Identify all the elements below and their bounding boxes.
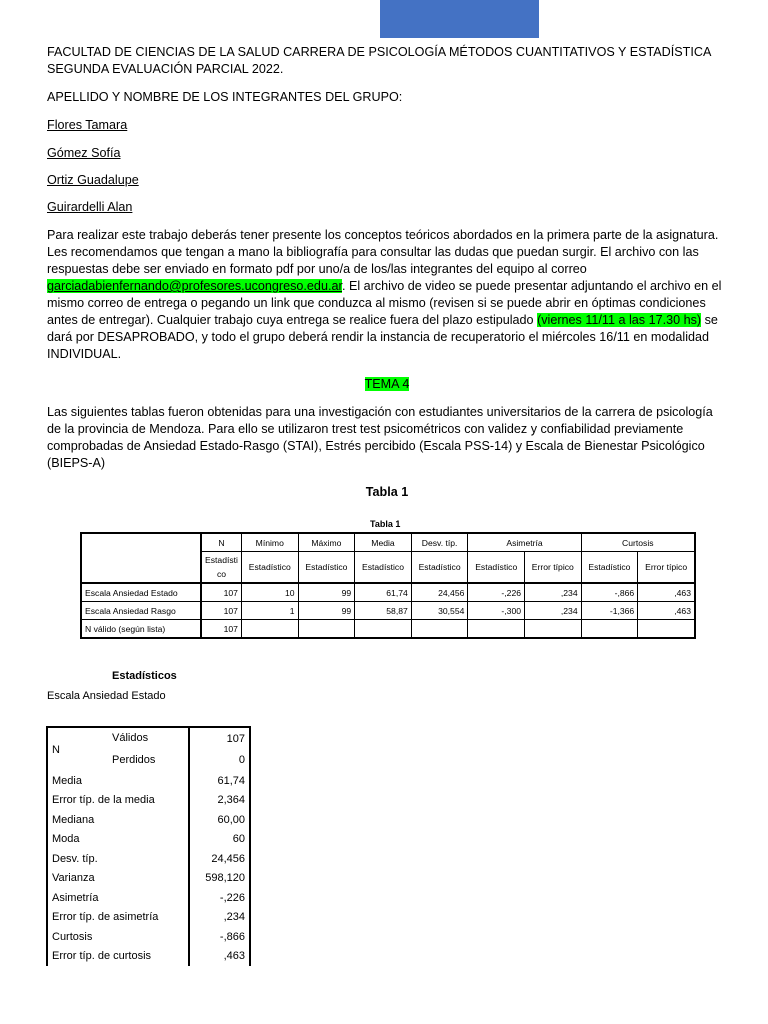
cell: 10: [241, 583, 298, 602]
row-label: Mediana: [52, 813, 95, 826]
cell: [638, 620, 695, 639]
cell: [241, 620, 298, 639]
table-row: [81, 602, 695, 620]
cell: [468, 620, 525, 639]
table-stub: [81, 552, 201, 584]
member-4: Guirardelli Alan: [47, 200, 133, 214]
cell: -,866: [189, 927, 250, 947]
table-row: [47, 908, 250, 928]
cell: -,226: [468, 583, 525, 602]
table-row: [47, 771, 250, 791]
row-label: N válido (según lista): [81, 620, 201, 639]
cell: ,463: [638, 583, 695, 602]
cell: -,226: [189, 888, 250, 908]
cell: 1: [241, 602, 298, 620]
row-label: Media: [52, 774, 82, 787]
instructions-part2: . El archivo de video se puede presentar adjuntando el archivo en el mismo correo de entrega o pegando un link que conduzca al mismo (revisen si se puede abrir en óptimas condiciones antes de entregar). Cualquier trabajo cuya entrega se realice fuera del plazo estipulado: [47, 279, 722, 327]
table-row: [47, 869, 250, 889]
cell: [355, 620, 412, 639]
cell: ,463: [638, 602, 695, 620]
row-label: Error típ. de curtosis: [52, 950, 152, 963]
tema-heading: [47, 376, 727, 393]
tabla1-inner-title: Tabla 1: [370, 519, 401, 529]
subcol-asim-err: Error típico: [525, 552, 582, 584]
row-label: Desv. típ.: [52, 852, 98, 865]
cell: 107: [201, 620, 241, 639]
member-2: Gómez Sofía: [47, 146, 121, 160]
cell: 61,74: [189, 771, 250, 791]
cell: -,866: [581, 583, 638, 602]
subcol-curt-stat: Estadístico: [581, 552, 638, 584]
cell: 99: [298, 602, 355, 620]
table-header-row: [81, 533, 695, 552]
row-label: Asimetría: [52, 891, 99, 904]
perdidos-value: 0: [189, 750, 250, 771]
subcol-max-stat: Estadístico: [298, 552, 355, 584]
perdidos-label: Perdidos: [112, 753, 156, 766]
subcol-media-stat: Estadístico: [355, 552, 412, 584]
subcol-asim-stat: Estadístico: [468, 552, 525, 584]
table-row: [47, 830, 250, 850]
cell: 107: [201, 602, 241, 620]
estadisticos-table: [46, 726, 251, 966]
col-min: Mínimo: [241, 533, 298, 552]
n-label: N: [52, 743, 60, 756]
cell: 60: [189, 830, 250, 850]
cell: ,234: [525, 583, 582, 602]
tabla1-table: [80, 532, 696, 639]
member-3: Ortiz Guadalupe: [47, 173, 139, 187]
cell: [525, 620, 582, 639]
deadline-highlight: (viernes 11/11 a las 17.30 hs): [537, 313, 702, 327]
row-label: Curtosis: [52, 930, 93, 943]
cell: 24,456: [189, 849, 250, 869]
table-row: [47, 927, 250, 947]
tema-label: TEMA 4: [364, 377, 410, 391]
table-row: [47, 849, 250, 869]
member-1: Flores Tamara: [47, 118, 128, 132]
col-media: Media: [355, 533, 412, 552]
table-row: [47, 791, 250, 811]
row-label: Error típ. de la media: [52, 794, 155, 807]
col-desv: Desv. típ.: [411, 533, 468, 552]
validos-label: Válidos: [112, 732, 149, 744]
col-max: Máximo: [298, 533, 355, 552]
email-link[interactable]: garciadabienfernando@profesores.ucongreso.edu.ar: [47, 279, 342, 293]
subcol-min-stat: Estadístico: [241, 552, 298, 584]
row-label: Error típ. de asimetría: [52, 911, 159, 924]
cell: ,463: [189, 947, 250, 967]
cell: ,234: [189, 908, 250, 928]
n-group: [47, 727, 189, 771]
cell: 30,554: [411, 602, 468, 620]
header-color-block: [380, 0, 539, 38]
cell: 58,87: [355, 602, 412, 620]
table-row: [47, 727, 250, 750]
table-row: [47, 888, 250, 908]
row-label: Varianza: [52, 872, 95, 885]
intro-paragraph: Las siguientes tablas fueron obtenidas para una investigación con estudiantes universitarios de la carrera de psicología de la provincia de Mendoza. Para ello se utilizaron trest test psicométricos con validez y confiabilidad previamente comprobadas de Ansiedad Estado-Rasgo (STAI), Estrés percibido (Escala PSS-14) y Escala de Bienestar Psicológico (BIEPS-A): [47, 405, 713, 470]
instructions-part3: se dará por DESAPROBADO, y todo el grupo deberá rendir la instancia de recuperatorio el miércoles 16/11 en modalidad INDIVIDUAL.: [47, 313, 718, 361]
table-row: [81, 583, 695, 602]
table-subheader-row: [81, 552, 695, 584]
row-label: Escala Ansiedad Rasgo: [81, 602, 201, 620]
cell: [298, 620, 355, 639]
cell: 598,120: [189, 869, 250, 889]
cell: [581, 620, 638, 639]
cell: -1,366: [581, 602, 638, 620]
cell: 24,456: [411, 583, 468, 602]
subcol-curt-err: Error típico: [638, 552, 695, 584]
cell: 2,364: [189, 791, 250, 811]
estadisticos-subtitle: Escala Ansiedad Estado: [47, 690, 166, 702]
validos-value: 107: [189, 727, 250, 750]
table-row: [47, 947, 250, 967]
tabla1-heading: Tabla 1: [365, 485, 409, 499]
col-n: N: [201, 533, 241, 552]
cell: ,234: [525, 602, 582, 620]
cell: -,300: [468, 602, 525, 620]
table-row: [47, 810, 250, 830]
table-row: [81, 620, 695, 639]
subcol-n-stat: Estadísti co: [201, 552, 241, 584]
cell: 61,74: [355, 583, 412, 602]
cell: [411, 620, 468, 639]
cell: 99: [298, 583, 355, 602]
subcol-desv-stat: Estadístico: [411, 552, 468, 584]
col-curtosis: Curtosis: [581, 533, 695, 552]
cell: 60,00: [189, 810, 250, 830]
group-label: APELLIDO Y NOMBRE DE LOS INTEGRANTES DEL GRUPO:: [47, 90, 403, 104]
instructions-paragraph: [47, 227, 727, 363]
cell: 107: [201, 583, 241, 602]
document-title: FACULTAD DE CIENCIAS DE LA SALUD CARRERA DE PSICOLOGÍA MÉTODOS CUANTITATIVOS Y ESTADÍSTICA SEGUNDA EVALUACIÓN PARCIAL 2022.: [47, 45, 711, 76]
row-label: Escala Ansiedad Estado: [81, 583, 201, 602]
instructions-part1: Para realizar este trabajo deberás tener presente los conceptos teóricos abordados en la primera parte de la asignatura. Les recomendamos que tengan a mano la bibliografía para consultar las dudas que puedan surgir. El archivo con las respuestas debe ser enviado en formato pdf por uno/a de los/las integrantes del equipo al correo: [47, 228, 719, 276]
col-asimetria: Asimetría: [468, 533, 581, 552]
table-stub: [81, 533, 201, 552]
estadisticos-title: Estadísticos: [112, 670, 177, 682]
row-label: Moda: [52, 833, 80, 846]
